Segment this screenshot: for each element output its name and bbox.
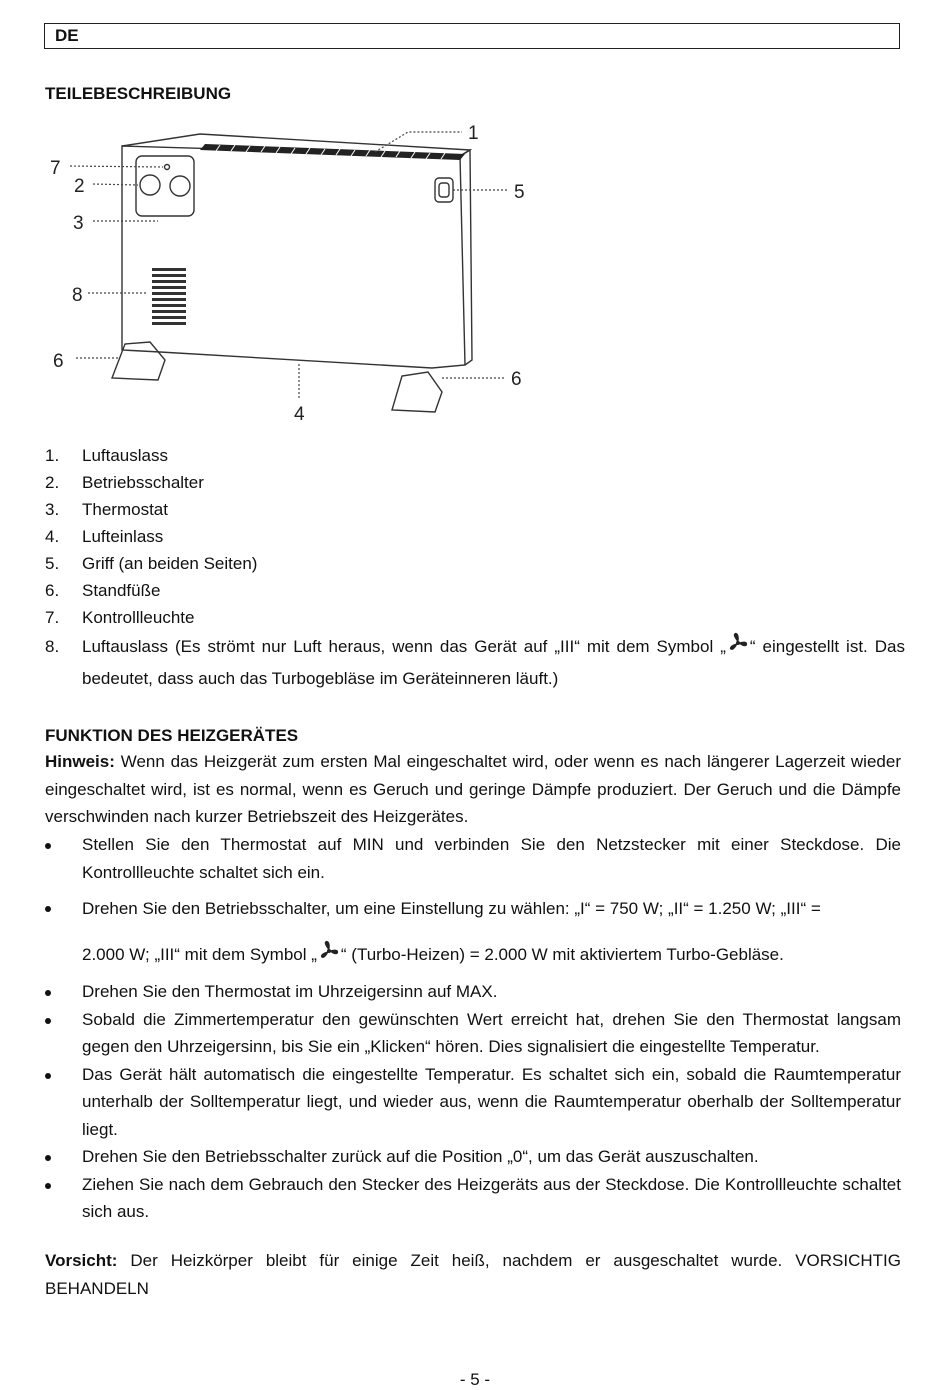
list-item: 8. Luftauslass (Es strömt nur Luft heraus, wenn das Gerät auf „III“ mit dem Symbol „ “ eingestellt ist. Das bedeutet, dass auch das Turbogebläse im Geräteinneren läuft.)	[45, 631, 905, 695]
heater-diagram	[40, 120, 560, 430]
language-header	[44, 23, 900, 49]
list-item: Drehen Sie den Thermostat im Uhrzeigersinn auf MAX.	[45, 978, 901, 1006]
indicator-light	[165, 165, 170, 170]
right-foot	[392, 372, 442, 412]
list-item: 2. Betriebsschalter	[45, 473, 204, 492]
callout-6-left: 6	[53, 351, 64, 372]
top-grille	[200, 144, 465, 160]
caution-text: Der Heizkörper bleibt für einige Zeit heiß, nachdem er ausgeschaltet wurde. VORSICHTIG BEHANDELN	[45, 1251, 901, 1298]
callout-8: 8	[72, 285, 83, 306]
callout-2: 2	[74, 176, 85, 197]
note-paragraph	[45, 748, 901, 831]
list-item: Das Gerät hält automatisch die eingestellte Temperatur. Es schaltet sich ein, sobald die Raumtemperatur unterhalb der Solltemperatur liegt, und wieder aus, wenn die Raumtemperatur oberhalb der Solltemperatur liegt.	[45, 1061, 901, 1144]
thermostat-knob	[170, 176, 190, 196]
note-text: Wenn das Heizgerät zum ersten Mal eingeschaltet wird, oder wenn es nach längerer Lagerzeit wieder eingeschaltet wird, ist es normal, wenn es Geruch und geringe Dämpfe produziert. Der Geruch und die Dämpfe verschwinden nach kurzer Betriebszeit des Heizgerätes.	[45, 752, 901, 826]
list-item: Sobald die Zimmertemperatur den gewünschten Wert erreicht hat, drehen Sie den Thermostat langsam gegen den Uhrzeigersinn, bis Sie ein „Klicken“ hören. Dies signalisiert die eingestellte Temperatur.	[45, 1006, 901, 1061]
list-item: Stellen Sie den Thermostat auf MIN und verbinden Sie den Netzstecker mit einer Steckdose. Die Kontrollleuchte schaltet sich ein.	[45, 831, 901, 886]
list-item: 1. Luftauslass	[45, 446, 168, 465]
callout-3: 3	[73, 213, 84, 234]
list-item: 7. Kontrollleuchte	[45, 608, 195, 627]
handle-inner	[439, 183, 449, 197]
list-item: Drehen Sie den Betriebsschalter zurück auf die Position „0“, um das Gerät auszuschalten.	[45, 1143, 901, 1171]
left-foot	[112, 342, 165, 380]
parts-list	[45, 442, 905, 695]
section-title-parts: TEILEBESCHREIBUNG	[45, 84, 232, 103]
note-label: Hinweis:	[45, 752, 115, 771]
page-number: - 5 -	[459, 1370, 491, 1389]
callout-6-right: 6	[511, 369, 522, 390]
caution-label: Vorsicht:	[45, 1251, 118, 1270]
list-item: Ziehen Sie nach dem Gebrauch den Stecker des Heizgeräts aus der Steckdose. Die Kontrollleuchte schaltet sich aus.	[45, 1171, 901, 1226]
instruction-list	[45, 831, 901, 1226]
fan-icon	[317, 940, 341, 962]
list-item: 3. Thermostat	[45, 500, 168, 519]
callout-1: 1	[468, 123, 479, 144]
handle	[435, 178, 453, 202]
fan-icon	[726, 632, 750, 654]
list-item: 4. Lufteinlass	[45, 527, 164, 546]
callout-4: 4	[294, 404, 305, 425]
caution-paragraph	[45, 1247, 901, 1302]
section-title-function: FUNKTION DES HEIZGERÄTES	[45, 726, 299, 745]
language-code: DE	[55, 26, 79, 45]
list-item: 6. Standfüße	[45, 581, 161, 600]
callout-5: 5	[514, 182, 525, 203]
list-item: 5. Griff (an beiden Seiten)	[45, 554, 258, 573]
callout-7: 7	[50, 158, 61, 179]
side-vent	[152, 268, 186, 325]
power-switch-knob	[140, 175, 160, 195]
list-item: Drehen Sie den Betriebsschalter, um eine Einstellung zu wählen: „I“ = 750 W; „II“ = 1.250 W; „III“ = 2.000 W; „III“ mit dem Symbol „ “ (Turbo-Heizen) = 2.000 W mit aktiviertem Turbo-Gebläse.	[45, 886, 901, 978]
